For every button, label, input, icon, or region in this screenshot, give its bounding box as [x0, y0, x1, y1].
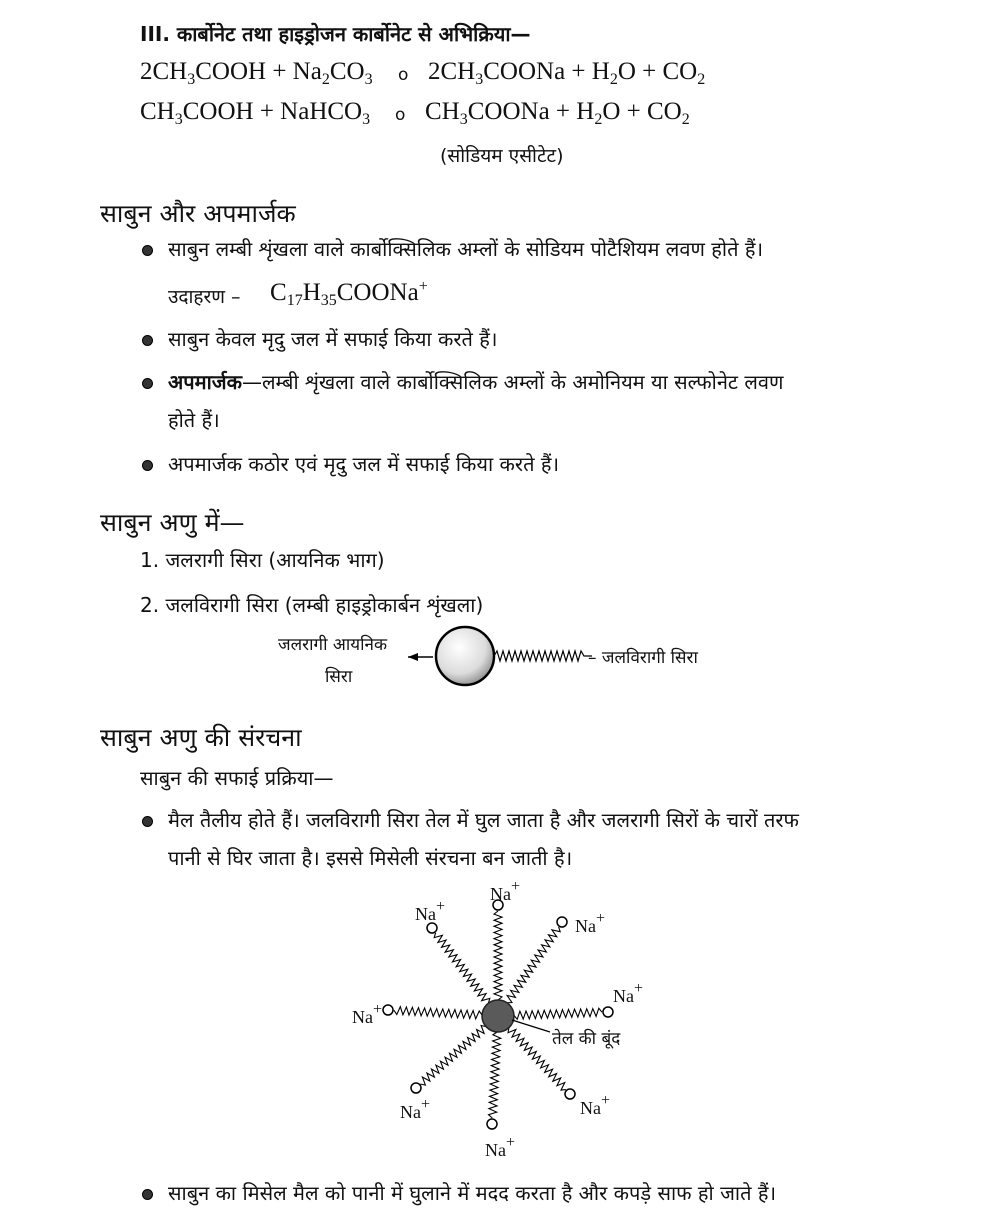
bullet-text: साबुन का मिसेल मैल को पानी में घुलाने में मदद करता है और कपड़े साफ हो जाते हैं।: [168, 1181, 777, 1205]
bullet-text: साबुन लम्बी शृंखला वाले कार्बोक्सिलिक अम्लों के सोडियम पोटैशियम लवण होते हैं।: [168, 237, 764, 261]
bullet-text: साबुन केवल मृदु जल में सफाई किया करते हैं।: [168, 327, 498, 351]
ion-label: Na+: [575, 910, 606, 936]
ion-label: Na+: [580, 1092, 611, 1118]
product-note: (सोडियम एसीटेट): [440, 145, 564, 167]
equation-1-products: $2CH_3COONa + H_2O + CO_2$: [428, 58, 706, 88]
oil-droplet-pointer: [512, 1020, 550, 1032]
equation-2: $CH_3COOH$ + NaHCO$_3$: [140, 98, 371, 128]
diagram-label-hydrophilic-line2: सिरा: [325, 667, 353, 687]
hydrocarbon-chain: [507, 927, 560, 1003]
oil-droplet: [482, 1000, 514, 1032]
bullet-text: अपमार्जक—लम्बी शृंखला वाले कार्बोक्सिलिक अम्लों के अमोनियम या सल्फोनेट लवण: [168, 370, 784, 394]
ion-label: Na+: [613, 980, 644, 1006]
hydrocarbon-chain: [434, 933, 490, 1003]
list-item: 1. जलरागी सिरा (आयनिक भाग): [140, 548, 385, 572]
bullet-text-continued: पानी से घिर जाता है। इससे मिसेली संरचना बन जाती है।: [168, 846, 573, 870]
example-label: उदाहरण –: [168, 286, 241, 308]
bullet-icon: [142, 335, 153, 346]
reaction-arrow-symbol: o: [395, 105, 406, 125]
soap-molecule-diagram: [400, 620, 610, 695]
subheading: साबुन की सफाई प्रक्रिया—: [140, 766, 334, 790]
bullet-icon: [142, 460, 153, 471]
section-heading: साबुन और अपमार्जक: [100, 199, 296, 228]
section-heading: साबुन अणु में—: [100, 508, 245, 537]
ion-label: Na+: [485, 1134, 516, 1160]
section-title: III. कार्बोनेट तथा हाइड्रोजन कार्बोनेट से अभिक्रिया—: [140, 22, 531, 46]
bullet-text: अपमार्जक कठोर एवं मृदु जल में सफाई किया करते हैं।: [168, 452, 560, 476]
ionic-head: [487, 1119, 497, 1129]
hydrophilic-head: [436, 627, 494, 685]
ion-label: Na+: [415, 898, 446, 924]
ionic-head: [565, 1089, 575, 1099]
ionic-head: [411, 1083, 421, 1093]
hydrocarbon-chain: [421, 1026, 487, 1086]
ionic-head: [383, 1005, 393, 1015]
diagram-label-hydrophilic: जलरागी आयनिक: [278, 635, 388, 655]
hydrocarbon-chain: [489, 1032, 501, 1118]
section-heading: साबुन अणु की संरचना: [100, 723, 302, 752]
diagram-label-hydrophobic: – जलविरागी सिरा: [588, 648, 698, 668]
ionic-head: [603, 1007, 613, 1017]
reaction-arrow-symbol: o: [398, 65, 409, 85]
equation-1: $2CH_3COOH + Na_2CO_3$: [140, 58, 373, 88]
ionic-head: [557, 917, 567, 927]
bullet-icon: [142, 816, 153, 827]
ion-label: Na+: [400, 1096, 431, 1122]
bullet-text: मैल तैलीय होते हैं। जलविरागी सिरा तेल में घुल जाता है और जलरागी सिरों के चारों तरफ: [168, 808, 799, 832]
hydrocarbon-chain: [494, 911, 502, 1000]
oil-drop-label: तेल की बूंद: [552, 1029, 621, 1049]
ion-label: Na+: [352, 1001, 383, 1027]
bullet-icon: [142, 245, 153, 256]
bullet-icon: [142, 378, 153, 389]
arrow-left-icon: [408, 653, 418, 661]
list-item: 2. जलविरागी सिरा (लम्बी हाइड्रोकार्बन शृंखला): [140, 593, 484, 617]
hydrocarbon-chain: [514, 1008, 602, 1019]
bullet-text-continued: होते हैं।: [168, 408, 220, 432]
example-formula: $C_{17}H_{35}COONa^+$: [270, 278, 428, 309]
bullet-icon: [142, 1189, 153, 1200]
hydrocarbon-tail: [494, 651, 592, 661]
equation-2-products: $CH_3COONa + H_2O + CO_2$: [425, 98, 690, 128]
micelle-diagram: [340, 870, 660, 1160]
hydrocarbon-chain: [394, 1007, 482, 1019]
ion-label: Na+: [490, 878, 521, 904]
